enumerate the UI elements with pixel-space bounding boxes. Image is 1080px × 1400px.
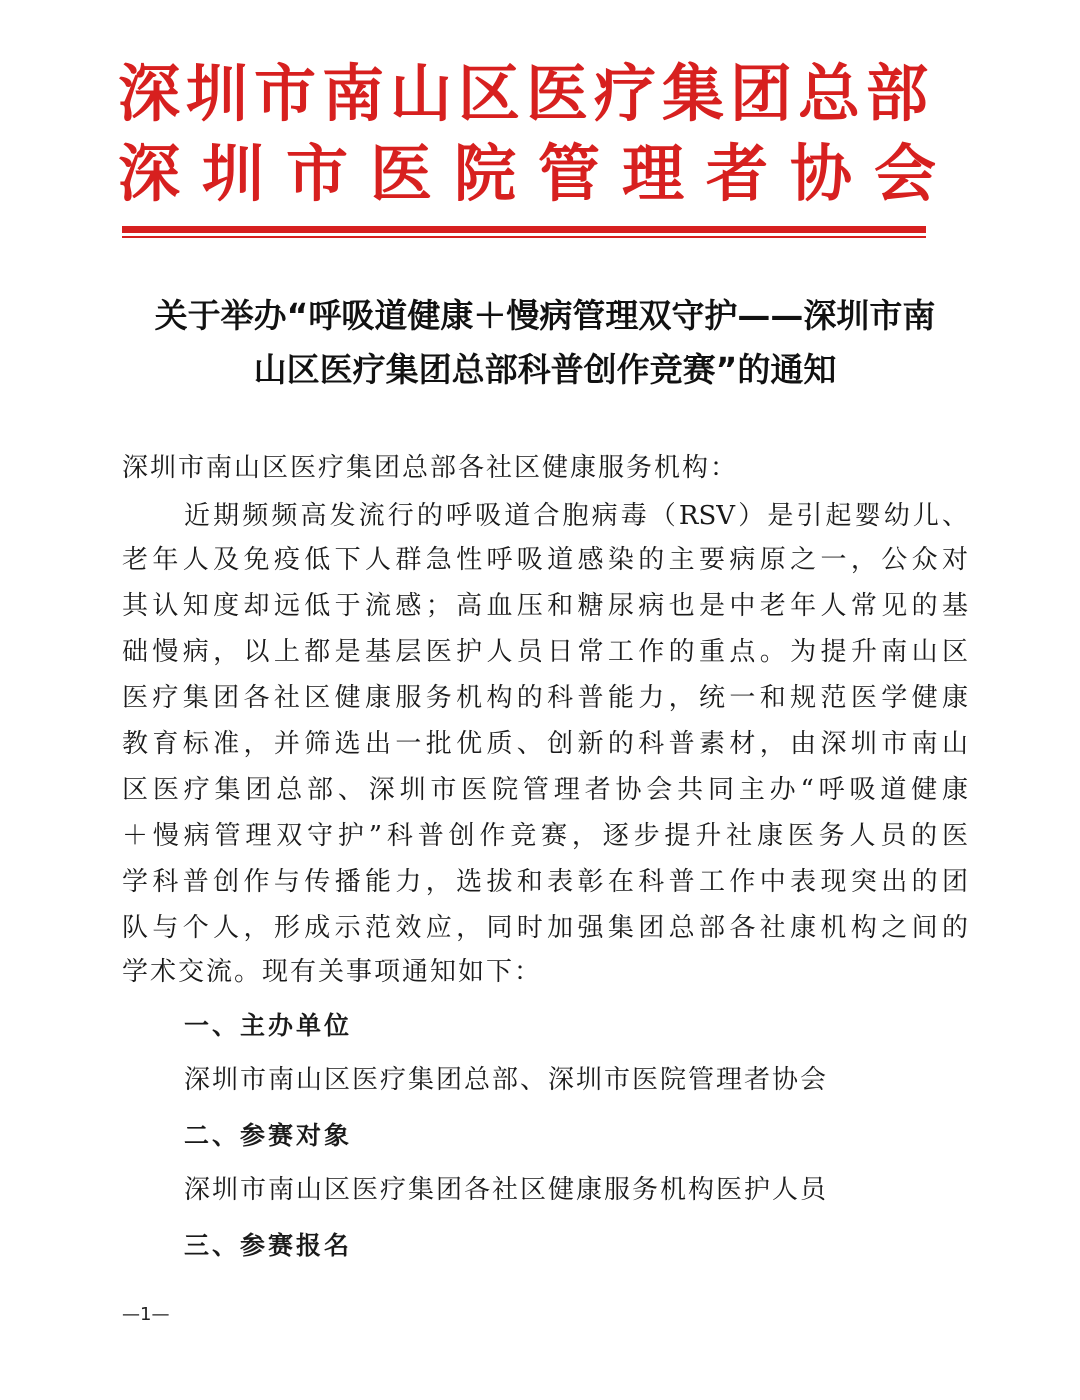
intro-paragraph-line: ＋慢病管理双守护”科普创作竞赛，逐步提升社康医务人员的医 [122, 821, 968, 851]
intro-paragraph-line: 教育标准，并筛选出一批优质、创新的科普素材，由深圳市南山 [122, 729, 968, 759]
intro-paragraph-line: 医疗集团各社区健康服务机构的科普能力，统一和规范医学健康 [122, 683, 968, 713]
red-divider-thin [122, 236, 926, 238]
section-body-participants: 深圳市南山区医疗集团各社区健康服务机构医护人员 [184, 1175, 829, 1205]
red-divider-thick [122, 226, 926, 233]
intro-paragraph-line: 学科普创作与传播能力，选拔和表彰在科普工作中表现突出的团 [122, 867, 968, 897]
notice-title-line-1: 关于举办“呼吸道健康＋慢病管理双守护——深圳市南 [154, 296, 936, 335]
masthead-organization-2: 深圳市医院管理者协会 [118, 137, 959, 210]
page-number: —1— [122, 1304, 170, 1325]
masthead-organization-1: 深圳市南山区医疗集团总部 [118, 57, 935, 130]
intro-paragraph-line: 队与个人，形成示范效应，同时加强集团总部各社康机构之间的 [122, 913, 968, 943]
intro-paragraph-line: 近期频频高发流行的呼吸道合胞病毒（RSV）是引起婴幼儿、 [184, 501, 968, 531]
salutation: 深圳市南山区医疗集团总部各社区健康服务机构： [122, 453, 739, 483]
intro-paragraph-line: 础慢病，以上都是基层医护人员日常工作的重点。为提升南山区 [122, 637, 968, 667]
section-heading-registration: 三、参赛报名 [184, 1231, 353, 1260]
intro-paragraph-line: 其认知度却远低于流感；高血压和糖尿病也是中老年人常见的基 [122, 591, 968, 621]
intro-paragraph-line: 区医疗集团总部、深圳市医院管理者协会共同主办“呼吸道健康 [122, 775, 968, 805]
intro-paragraph-line: 老年人及免疫低下人群急性呼吸道感染的主要病原之一，公众对 [122, 545, 968, 575]
notice-title-line-2: 山区医疗集团总部科普创作竞赛”的通知 [253, 350, 837, 389]
section-body-organizer: 深圳市南山区医疗集团总部、深圳市医院管理者协会 [184, 1065, 829, 1095]
section-heading-organizer: 一、主办单位 [184, 1011, 353, 1040]
intro-paragraph-line: 学术交流。现有关事项通知如下： [122, 957, 543, 987]
section-heading-participants: 二、参赛对象 [184, 1121, 353, 1150]
